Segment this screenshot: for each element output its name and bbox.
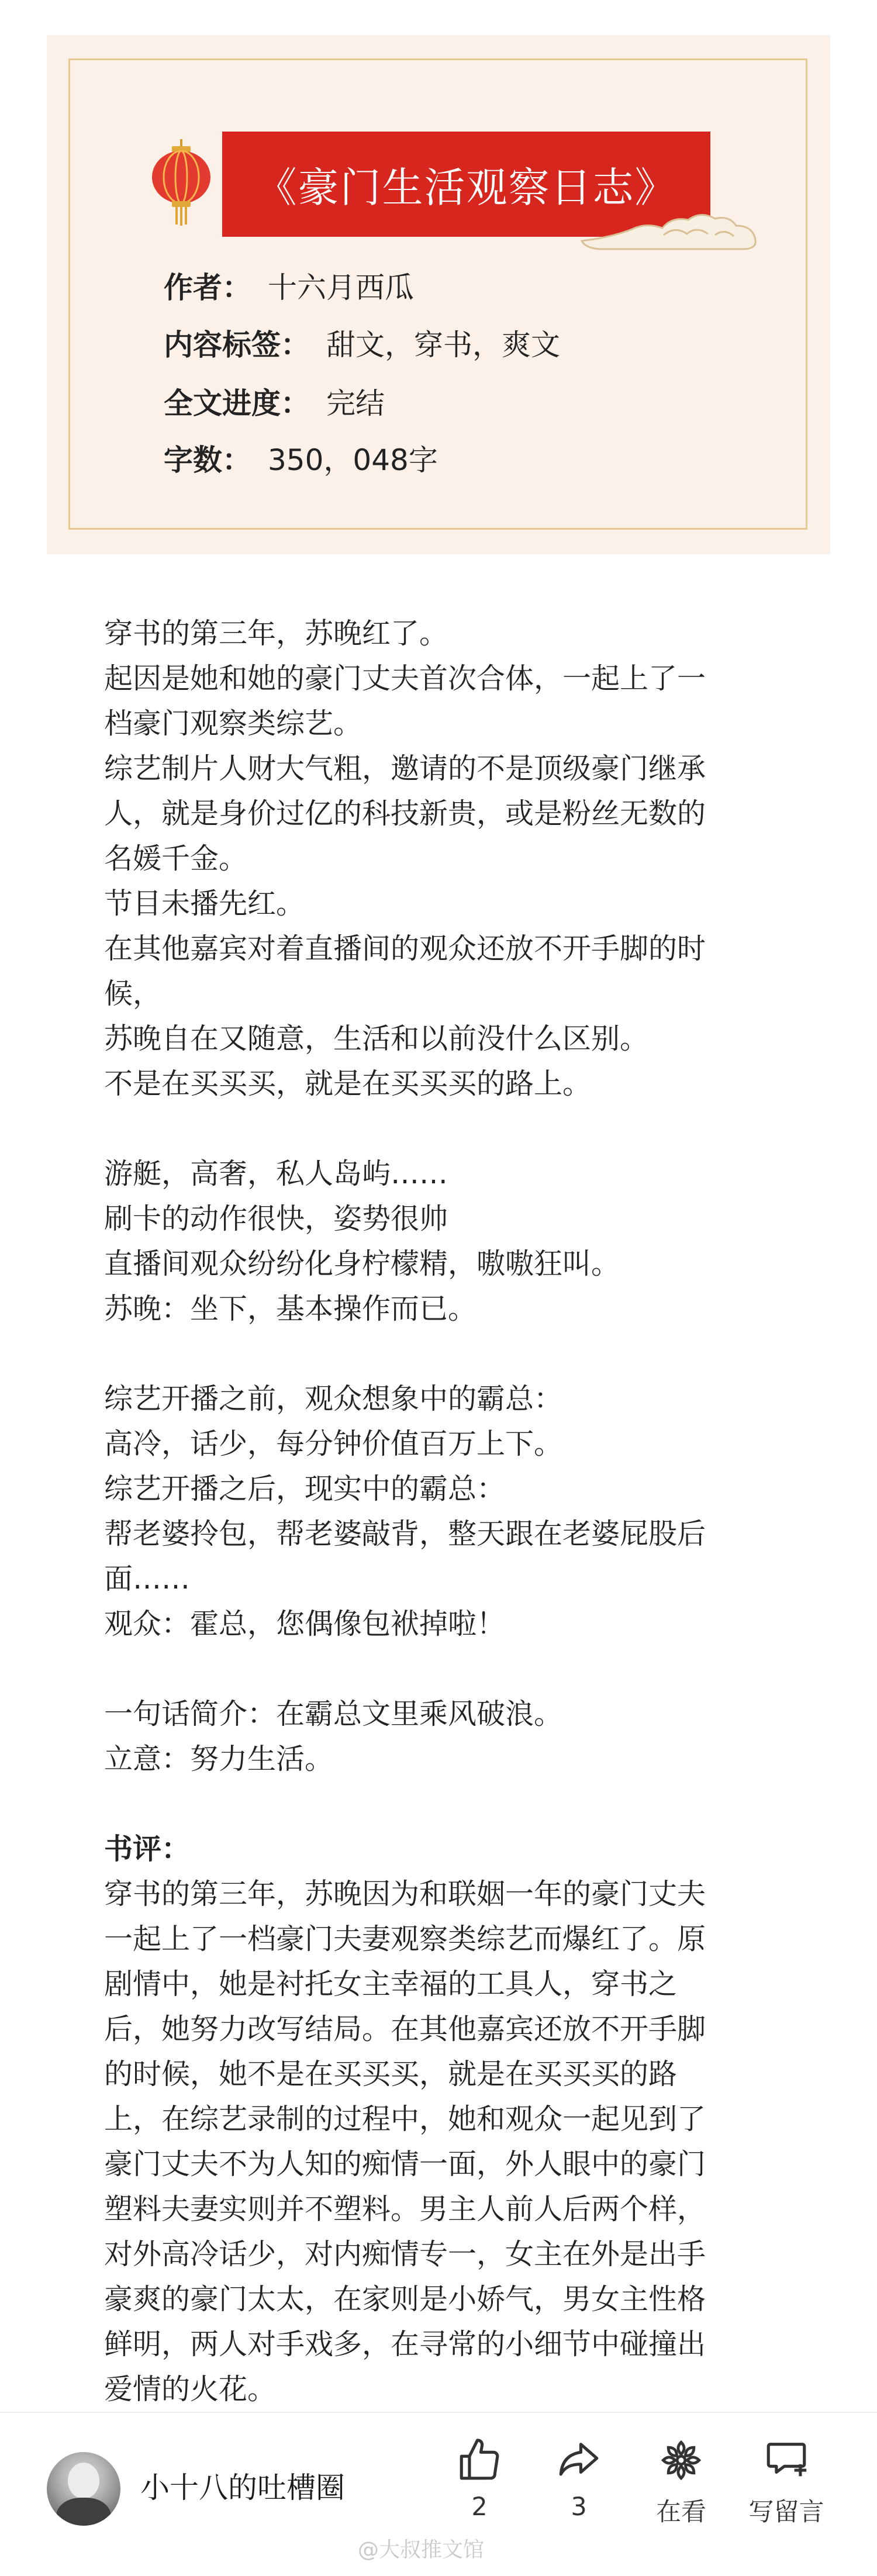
article-line: 豪门丈夫不为人知的痴情一面，外人眼中的豪门	[104, 2147, 706, 2181]
article-line: 鲜明，两人对手戏多，在寻常的小细节中碰撞出	[104, 2328, 706, 2361]
article-line: 游艇，高奢，私人岛屿……	[104, 1157, 448, 1190]
flower-icon	[657, 2436, 705, 2484]
article-line: 豪爽的豪门太太，在家则是小娇气，男女主性格	[104, 2283, 706, 2316]
footer-bar	[0, 2413, 877, 2576]
article-line: 后，她努力改写结局。在其他嘉宾还放不开手脚	[104, 2012, 706, 2046]
article-line: 直播间观众纷纷化身柠檬精，嗷嗷狂叫。	[104, 1247, 620, 1280]
article-line: 节目未播先红。	[104, 887, 305, 920]
share-button[interactable]	[529, 2436, 629, 2522]
paragraph-gap	[104, 1331, 776, 1376]
like-count: 2	[471, 2492, 488, 2522]
article-line: 不是在买买买，就是在买买买的路上。	[104, 1067, 592, 1100]
article-line: 帮老婆拎包，帮老婆敲背，整天跟在老婆屁股后	[104, 1517, 706, 1551]
article-line: 一起上了一档豪门夫妻观察类综艺而爆红了。原	[104, 1922, 706, 1956]
meta-row-author	[164, 270, 414, 305]
article-line: 对外高冷话少，对内痴情专一，女主在外是出手	[104, 2237, 706, 2271]
article-line: 苏晚自在又随意，生活和以前没什么区别。	[104, 1022, 649, 1055]
comment-label: 写留言	[748, 2498, 824, 2527]
comment-button[interactable]	[737, 2436, 836, 2528]
article-line: 面……	[104, 1562, 191, 1596]
paragraph-gap	[104, 1106, 776, 1151]
review-heading: 书评：	[104, 1832, 191, 1866]
meta-label: 字数：	[164, 443, 251, 477]
article-line: 立意：努力生活。	[104, 1742, 334, 1776]
like-button[interactable]	[430, 2436, 529, 2522]
article-line: 爱情的火花。	[104, 2373, 277, 2406]
article-line: 的时候，她不是在买买买，就是在买买买的路	[104, 2057, 678, 2091]
book-title: 《豪门生活观察日志》	[222, 132, 710, 237]
view-button[interactable]	[631, 2436, 731, 2528]
comment-plus-icon	[762, 2436, 810, 2484]
article-line: 苏晚：坐下，基本操作而已。	[104, 1292, 477, 1325]
view-label: 在看	[656, 2498, 706, 2527]
article-line: 在其他嘉宾对着直播间的观众还放不开手脚的时	[104, 932, 706, 965]
article-line: 一句话简介：在霸总文里乘风破浪。	[104, 1697, 563, 1731]
article-line: 综艺开播之前，观众想象中的霸总：	[104, 1382, 563, 1415]
article-line: 上，在综艺录制的过程中，她和观众一起见到了	[104, 2102, 706, 2136]
channel-name[interactable]: 小十八的吐槽圈	[140, 2471, 345, 2505]
cloud-ornament-icon	[576, 205, 763, 257]
meta-value: 350，048字	[268, 443, 438, 477]
article-line: 档豪门观察类综艺。	[104, 707, 362, 740]
meta-row-progress	[164, 386, 385, 421]
meta-value: 甜文，穿书，爽文	[326, 328, 560, 362]
article-line: 名媛千金。	[104, 842, 248, 875]
meta-value: 十六月西瓜	[268, 271, 414, 305]
book-info-card	[47, 35, 830, 554]
thumbs-up-icon	[455, 2436, 503, 2484]
lantern-icon	[146, 139, 216, 227]
article-body	[104, 611, 776, 2412]
paragraph-gap	[104, 1646, 776, 1691]
article-line: 人，就是身价过亿的科技新贵，或是粉丝无数的	[104, 797, 706, 830]
meta-value: 完结	[326, 386, 385, 420]
article-line: 穿书的第三年，苏晚红了。	[104, 617, 448, 650]
avatar[interactable]	[47, 2452, 120, 2526]
paragraph-gap	[104, 1781, 776, 1826]
article-line: 穿书的第三年，苏晚因为和联姻一年的豪门丈夫	[104, 1877, 706, 1911]
article-line: 塑料夫妻实则并不塑料。男主人前人后两个样，	[104, 2192, 706, 2226]
meta-row-tags	[164, 327, 560, 362]
meta-label: 作者：	[164, 271, 251, 305]
article-line: 综艺开播之后，现实中的霸总：	[104, 1472, 506, 1505]
share-count: 3	[571, 2492, 587, 2522]
article-line: 刷卡的动作很快，姿势很帅	[104, 1202, 448, 1235]
meta-label: 全文进度：	[164, 386, 310, 420]
article-line: 剧情中，她是衬托女主幸福的工具人，穿书之	[104, 1967, 678, 2001]
watermark: @大叔推文馆	[358, 2538, 485, 2562]
article-line: 候，	[104, 977, 162, 1010]
meta-row-wordcount	[164, 443, 438, 478]
article-line: 起因是她和她的豪门丈夫首次合体，一起上了一	[104, 662, 706, 695]
article-line: 高冷，话少，每分钟价值百万上下。	[104, 1427, 563, 1460]
article-line: 综艺制片人财大气粗，邀请的不是顶级豪门继承	[104, 752, 706, 785]
meta-label: 内容标签：	[164, 328, 310, 362]
article-line: 观众：霍总，您偶像包袱掉啦！	[104, 1607, 506, 1641]
share-arrow-icon	[555, 2436, 603, 2484]
